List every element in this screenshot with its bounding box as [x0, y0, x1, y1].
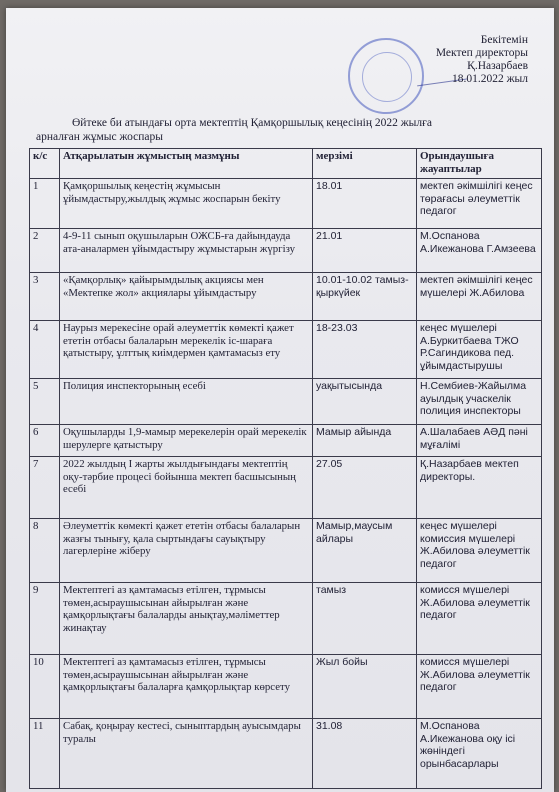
row-number: 5 [30, 379, 60, 425]
row-date: 21.01 [313, 229, 417, 273]
table-row [30, 425, 542, 457]
table-row [30, 719, 542, 789]
row-responsible: кеңес мүшелері комиссия мүшелері Ж.Абилова әлеуметтік педагог [417, 519, 542, 583]
approval-line: 18.01.2022 жыл [451, 73, 528, 85]
table-row [30, 229, 542, 273]
table-row [30, 379, 542, 425]
row-number: 11 [30, 719, 60, 789]
row-task: Әлеуметтік көмекті қажет ететін отбасы балаларын жазғы тынығу, қала сыртындағы сауықтыру лагерлеріне жіберу [60, 519, 313, 583]
row-date: Жыл бойы [313, 655, 417, 719]
row-date: 10.01-10.02 тамыз-қыркүйек [313, 273, 417, 321]
row-responsible: А.Шалабаев АӘД пәні мұғалімі [417, 425, 542, 457]
document-page [6, 8, 554, 792]
row-responsible: М.Оспанова А.Икежанова оқу ісі жөніндегі орынбасарлары [417, 719, 542, 789]
row-number: 3 [30, 273, 60, 321]
row-number: 6 [30, 425, 60, 457]
table-row [30, 179, 542, 229]
title-line: Өйтеке би атындағы орта мектептің Қамқоршылық кеңесінің 2022 жылға [72, 117, 432, 129]
approval-line: Қ.Назарбаев [467, 60, 528, 72]
table-row [30, 655, 542, 719]
row-task: Оқушыларды 1,9-мамыр мерекелерін орай мерекелік шерулерге қатыстыру [60, 425, 313, 457]
row-number: 1 [30, 179, 60, 229]
document-title [36, 116, 536, 144]
row-date: 18.01 [313, 179, 417, 229]
column-header: Орындаушыға жауаптылар [417, 149, 542, 179]
official-seal [348, 38, 424, 114]
approval-line: Мектеп директоры [435, 47, 528, 59]
row-date: Мамыр айында [313, 425, 417, 457]
table-row [30, 583, 542, 655]
row-task: Наурыз мерекесіне орай әлеуметтік көмекті қажет ететін отбасы балаларын мерекелік іс-шараға қатыстыру, ұлттық киімдермен қамтамасыз ету [60, 321, 313, 379]
row-responsible: мектеп әкімшілігі кеңес төрағасы әлеуметтік педагог [417, 179, 542, 229]
work-plan-table [29, 148, 542, 789]
row-number: 4 [30, 321, 60, 379]
title-line: арналған жұмыс жоспары [36, 131, 164, 143]
row-task: Мектептегі аз қамтамасыз етілген, тұрмысы төмен,асыраушысынан айырылған және қамқорлықтағы балаларға қамқорлықтар көрсету [60, 655, 313, 719]
table-header-row [30, 149, 542, 179]
row-number: 8 [30, 519, 60, 583]
row-date: 18-23.03 [313, 321, 417, 379]
column-header: мерзімі [313, 149, 417, 179]
row-task: Сабақ, қоңырау кестесі, сыныптардың ауысымдары туралы [60, 719, 313, 789]
approval-line: Бекітемін [480, 34, 528, 46]
row-responsible: кеңес мүшелері А.Буркитбаева ТЖО Р.Сагиндикова пед. ұйымдастырушы [417, 321, 542, 379]
row-date: 31.08 [313, 719, 417, 789]
row-task: Полиция инспекторының есебі [60, 379, 313, 425]
row-task: Мектептегі аз қамтамасыз етілген, тұрмысы төмен,асыраушысынан айырылған және қамқорлықтағы балаларды анықтау,мәліметтер жинақтау [60, 583, 313, 655]
row-number: 9 [30, 583, 60, 655]
row-responsible: мектеп әкімшілігі кеңес мүшелері Ж.Абилова [417, 273, 542, 321]
row-date: 27.05 [313, 457, 417, 519]
table-row [30, 273, 542, 321]
table-row [30, 519, 542, 583]
row-task: 2022 жылдың I жарты жылдығындағы мектептің оқу-тәрбие процесі бойынша мектеп басшысының есебі [60, 457, 313, 519]
row-number: 10 [30, 655, 60, 719]
row-number: 7 [30, 457, 60, 519]
row-task: «Қамқорлық» қайырымдылық акциясы мен «Мектепке жол» акциялары ұйымдастыру [60, 273, 313, 321]
row-date: уақытысында [313, 379, 417, 425]
row-task: Қамқоршылық кеңестің жұмысын ұйымдастыру,жылдық жұмыс жоспарын бекіту [60, 179, 313, 229]
row-responsible: комисся мүшелері Ж.Абилова әлеуметтік педагог [417, 583, 542, 655]
row-task: 4-9-11 сынып оқушыларын ОЖСБ-ға дайындауда ата-аналармен ұйымдастыру жұмыстарын жүргізу [60, 229, 313, 273]
row-date: Мамыр,маусым айлары [313, 519, 417, 583]
row-responsible: М.Оспанова А.Икежанова Г.Амзеева [417, 229, 542, 273]
row-date: тамыз [313, 583, 417, 655]
row-number: 2 [30, 229, 60, 273]
row-responsible: Қ.Назарбаев мектеп директоры. [417, 457, 542, 519]
column-header: к/с [30, 149, 60, 179]
row-responsible: комисся мүшелері Ж.Абилова әлеуметтік педагог [417, 655, 542, 719]
row-responsible: Н.Сембиев-Жайылма ауылдық учаскелік полиция инспекторы [417, 379, 542, 425]
column-header: Атқарылатын жұмыстың мазмұны [60, 149, 313, 179]
approval-block [436, 34, 528, 86]
table-row [30, 457, 542, 519]
table-row [30, 321, 542, 379]
